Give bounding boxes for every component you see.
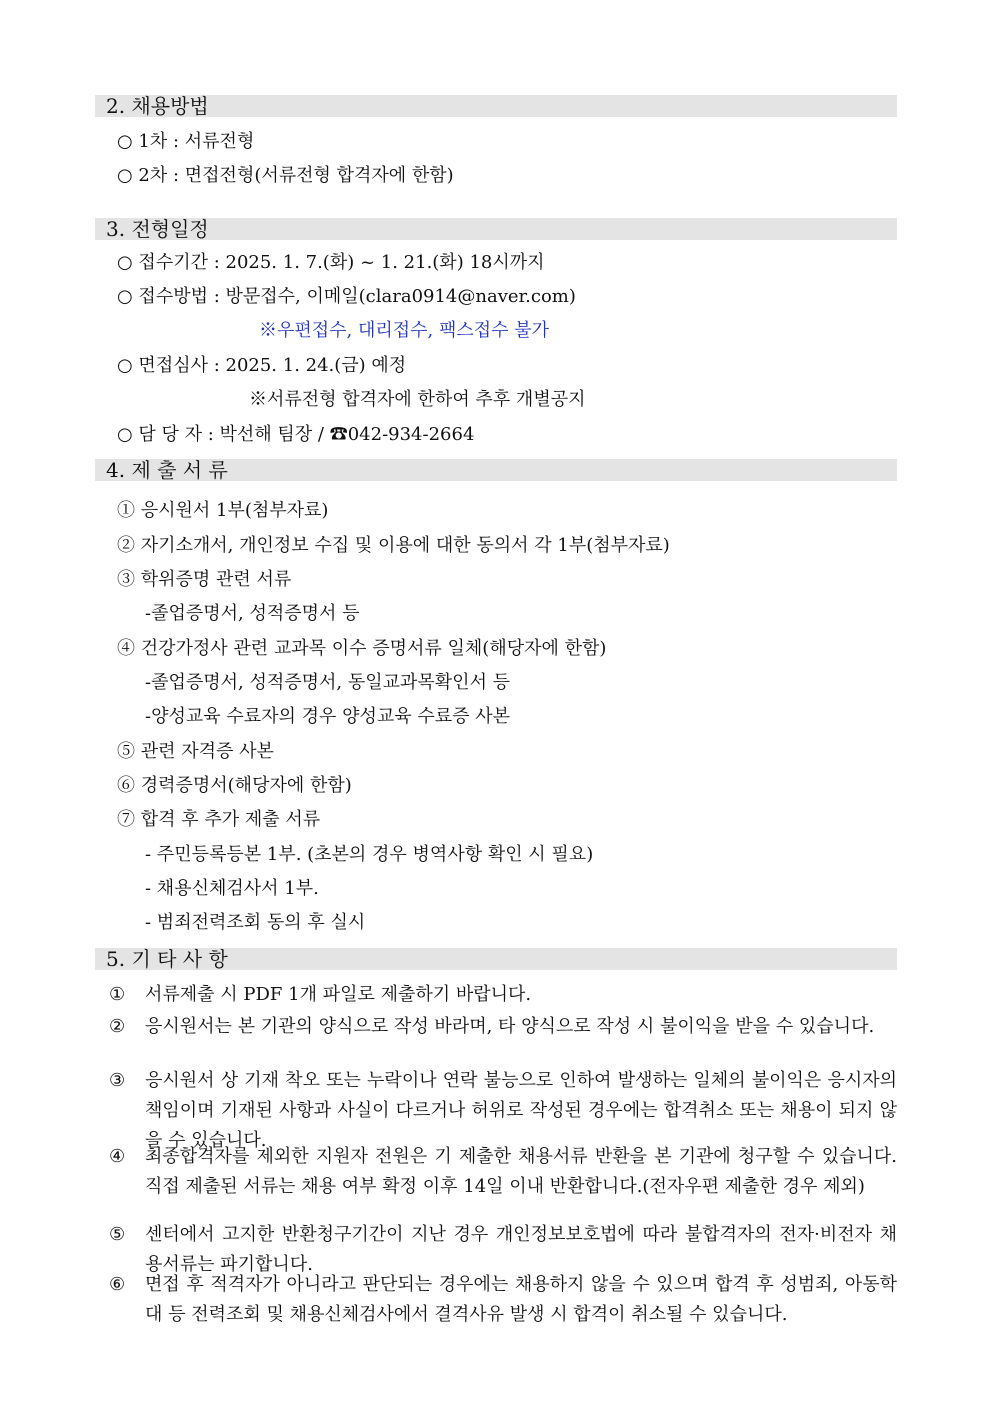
list-item: ○ 담 당 자 : 박선해 팀장 / ☎042-934-2664 (117, 424, 475, 445)
item-number: ⑥ (109, 1274, 126, 1295)
list-item: ② 자기소개서, 개인정보 수집 및 이용에 대한 동의서 각 1부(첨부자료) (117, 535, 670, 556)
item-text: 센터에서 고지한 반환청구기간이 지난 경우 개인정보보호법에 따라 불합격자의 전자·비전자 채용서류는 파기합니다. (145, 1224, 897, 1275)
sub-item: - 채용신체검사서 1부. (145, 878, 319, 899)
item-text: 응시원서는 본 기관의 양식으로 작성 바라며, 타 양식으로 작성 시 불이익을 받을 수 있습니다. (145, 1016, 875, 1037)
item-number: ③ (109, 1070, 126, 1091)
item-text: 서류제출 시 PDF 1개 파일로 제출하기 바랍니다. (145, 984, 532, 1005)
item-number: ④ (109, 1146, 126, 1167)
item-number: ① (109, 984, 126, 1005)
item-number: ⑤ (109, 1224, 126, 1245)
item-number: ② (109, 1016, 126, 1037)
sub-item: -졸업증명서, 성적증명서 등 (145, 603, 360, 624)
note-line: ※우편접수, 대리접수, 팩스접수 불가 (259, 320, 550, 341)
list-item: ① 응시원서 1부(첨부자료) (117, 500, 329, 521)
section-heading-hiring-method: 2. 채용방법 (95, 95, 897, 117)
list-item: ④ 건강가정사 관련 교과목 이수 증명서류 일체(해당자에 한함) (117, 638, 607, 659)
section-heading-documents: 4. 제 출 서 류 (95, 459, 897, 481)
sub-item: -졸업증명서, 성적증명서, 동일교과목확인서 등 (145, 672, 511, 693)
note-line: ※서류전형 합격자에 한하여 추후 개별공지 (249, 389, 586, 410)
sub-item: - 범죄전력조회 동의 후 실시 (145, 912, 366, 933)
list-item: ⑦ 합격 후 추가 제출 서류 (117, 809, 321, 830)
list-item: ③ 학위증명 관련 서류 (117, 569, 292, 590)
list-item: ○ 2차 : 면접전형(서류전형 합격자에 한함) (117, 165, 454, 186)
section-heading-schedule: 3. 전형일정 (95, 218, 897, 240)
item-text: 면접 후 적격자가 아니라고 판단되는 경우에는 채용하지 않을 수 있으며 합격 후 성범죄, 아동학대 등 전력조회 및 채용신체검사에서 결격사유 발생 시 합격이 취소될 수 있습니다. (145, 1274, 897, 1325)
item-text: 최종합격자를 제외한 지원자 전원은 기 제출한 채용서류 반환을 본 기관에 청구할 수 있습니다. 직접 제출된 서류는 채용 여부 확정 이후 14일 이내 반환합니다.(전자우편 제출한 경우 제외) (145, 1146, 897, 1197)
list-item: ⑥ 경력증명서(해당자에 한함) (117, 775, 352, 796)
item-text: 응시원서 상 기재 착오 또는 누락이나 연락 불능으로 인하여 발생하는 일체의 불이익은 응시자의 책임이며 기재된 사항과 사실이 다르거나 허위로 작성된 경우에는 합격취소 또는 채용이 되지 않을 수 있습니다. (145, 1070, 897, 1151)
list-item: ○ 1차 : 서류전형 (117, 131, 255, 152)
list-item: ○ 접수기간 : 2025. 1. 7.(화) ~ 1. 21.(화) 18시까지 (117, 252, 545, 273)
sub-item: - 주민등록등본 1부. (초본의 경우 병역사항 확인 시 필요) (145, 844, 594, 865)
list-item: ○ 접수방법 : 방문접수, 이메일(clara0914@naver.com) (117, 286, 576, 307)
list-item: ○ 면접심사 : 2025. 1. 24.(금) 예정 (117, 355, 407, 376)
section-heading-other: 5. 기 타 사 항 (95, 948, 897, 970)
sub-item: -양성교육 수료자의 경우 양성교육 수료증 사본 (145, 706, 511, 727)
list-item: ⑤ 관련 자격증 사본 (117, 741, 274, 762)
